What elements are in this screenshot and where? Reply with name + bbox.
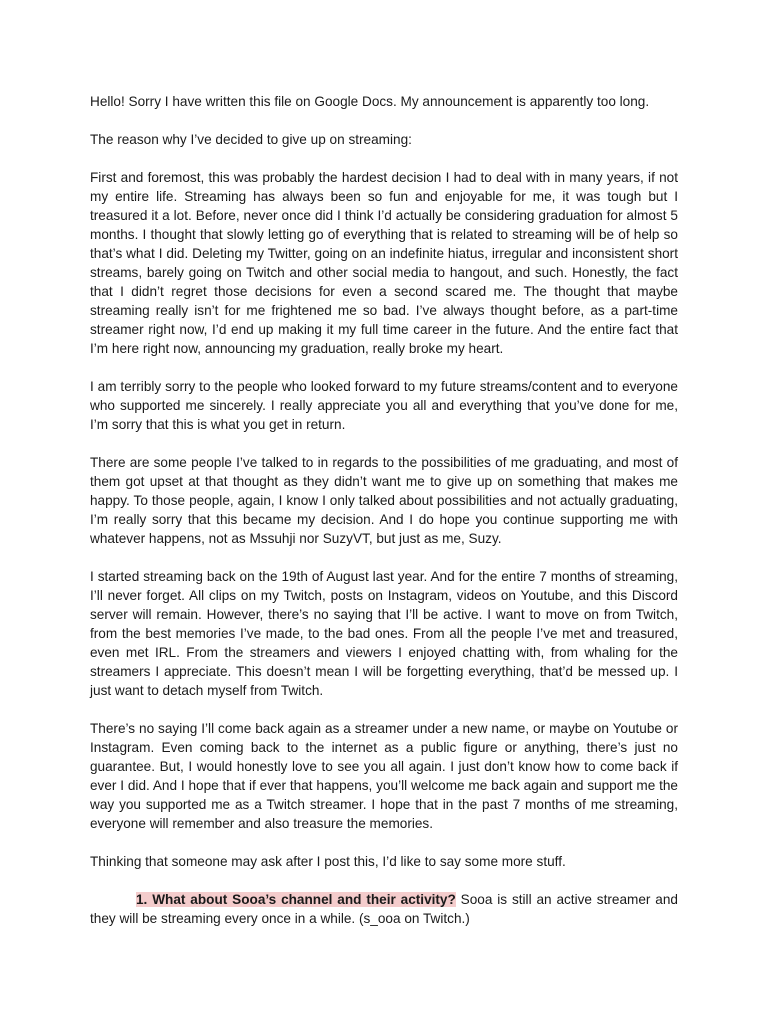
future-paragraph: There’s no saying I’ll come back again as a streamer under a new name, or maybe on Youtube or Instagram. Even coming back to the internet as a public figure or anything, there’s just no guarantee. But, I would honestly love to see you all again. I just don’t know how to come back if ever I did. And I hope that if ever that happens, you’ll welcome me back again and support me the way you supported me as a Twitch streamer. I hope that in the past 7 months of me streaming, everyone will remember and also treasure the memories. — [90, 721, 678, 831]
faq-intro-paragraph: Thinking that someone may ask after I post this, I’d like to say some more stuff. — [90, 854, 566, 869]
faq-item — [90, 890, 678, 928]
history-paragraph: I started streaming back on the 19th of August last year. And for the entire 7 months of streaming, I’ll never forget. All clips on my Twitch, posts on Instagram, videos on Youtube, and this Discord server will remain. However, there’s no saying that I’ll be active. I want to move on from Twitch, from the best memories I’ve made, to the bad ones. From all the people I’ve met and treasured, even met IRL. From the streamers and viewers I enjoyed chatting with, from whaling for the streamers I appreciate. This doesn’t mean I will be forgetting everything, that’d be messed up. I just want to detach myself from Twitch. — [90, 569, 678, 698]
decision-paragraph: First and foremost, this was probably the hardest decision I had to deal with in many years, if not my entire life. Streaming has always been so fun and enjoyable for me, it was tough but I treasured it a lot. Before, never once did I think I’d actually be considering graduation for almost 5 months. I thought that slowly letting go of everything that is related to streaming will be of help so that’s what I did. Deleting my Twitter, going on an indefinite hiatus, irregular and inconsistent short streams, barely going on Twitch and other social media to hangout, and such. Honestly, the fact that I didn’t regret those decisions for even a second scared me. The thought that maybe streaming really isn’t for me frightened me so bad. I’ve always thought before, as a part-time streamer right now, I’d end up making it my full time career in the future. And the entire fact that I’m here right now, announcing my graduation, really broke my heart. — [90, 170, 678, 356]
reason-heading-paragraph: The reason why I’ve decided to give up on streaming: — [90, 132, 412, 147]
apology-paragraph: I am terribly sorry to the people who looked forward to my future streams/content and to everyone who supported me sincerely. I really appreciate you all and everything that you’ve done for me, I’m sorry that this is what you get in return. — [90, 379, 678, 432]
intro-paragraph: Hello! Sorry I have written this file on Google Docs. My announcement is apparently too long. — [90, 94, 650, 109]
document-page — [90, 92, 678, 928]
faq-answer: Sooa is still an active streamer and they will be streaming every once in a while. (s_ooa on Twitch.) — [90, 892, 678, 926]
faq-question-highlight: 1. What about Sooa’s channel and their activity? — [136, 892, 456, 907]
possibilities-paragraph: There are some people I’ve talked to in regards to the possibilities of me graduating, and most of them got upset at that thought as they didn’t want me to give up on something that makes me happy. To those people, again, I know I only talked about possibilities and not actually graduating, I’m really sorry that this became my decision. And I do hope you continue supporting me with whatever happens, not as Mssuhji nor SuzyVT, but just as me, Suzy. — [90, 455, 678, 546]
